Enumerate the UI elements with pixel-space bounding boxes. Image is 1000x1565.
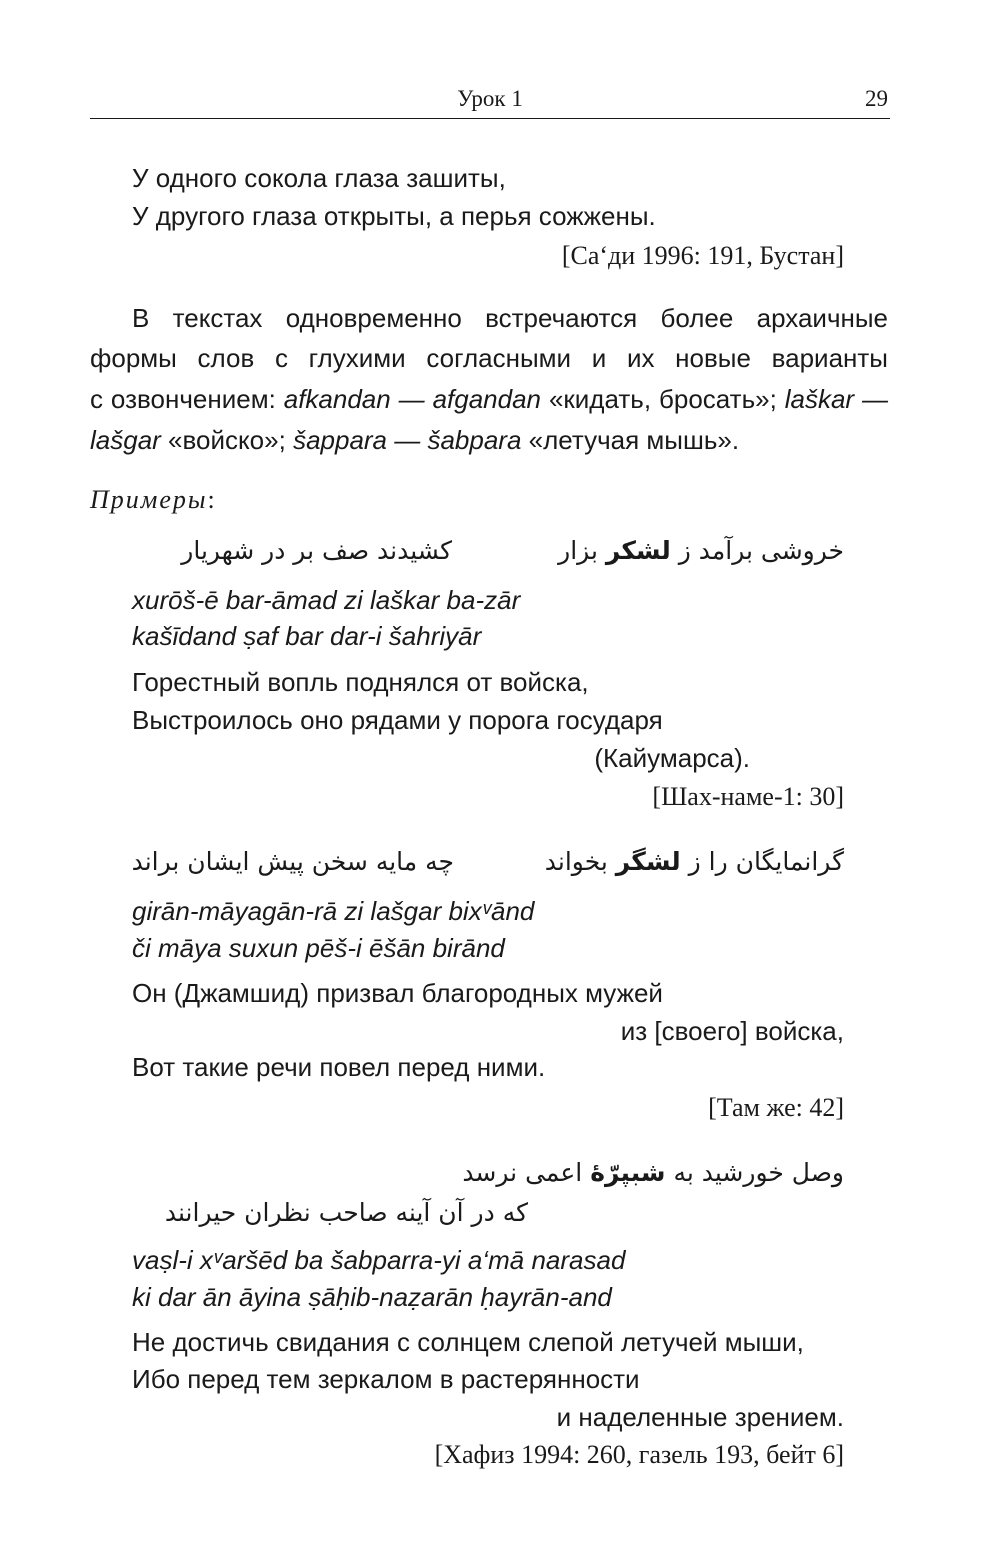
paragraph-line: формы слов с глухими согласными и их новые варианты	[90, 343, 888, 373]
transliteration-line: ki dar ān āyina ṣāḥib-naẓarān ḥayrān-and	[132, 1282, 612, 1312]
translation-line: Ибо перед тем зеркалом в растерянности	[132, 1364, 640, 1394]
page-number: 29	[865, 86, 888, 111]
translation-line: Не достичь свидания с солнцем слепой летучей мыши,	[132, 1327, 804, 1357]
persian-hemistich: گرانمایگان را ز لشگر بخواند	[544, 847, 844, 876]
citation: [Хафиз 1994: 260, газель 193, бейт 6]	[434, 1440, 844, 1469]
persian-hemistich: که در آن آینه صاحب نظران حیرانند	[164, 1198, 528, 1227]
transliteration-line: vaṣl-i xᵛaršēd ba šabparra-yi a‘mā narasad	[132, 1245, 626, 1275]
transliteration-line: kašīdand ṣaf bar dar-i šahriyār	[132, 621, 482, 651]
term: šappara — šabpara	[293, 425, 522, 455]
translation-line: (Кайумарса).	[594, 743, 750, 773]
examples-label: Примеры:	[90, 485, 215, 514]
translation-line: Выстроилось оно рядами у порога государя	[132, 705, 663, 735]
translation-line: Горестный вопль поднялся от войска,	[132, 667, 589, 697]
transliteration-line: girān-māyagān-rā zi lašgar bixᵛānd	[132, 896, 535, 926]
transliteration-line: či māya suxun pēš-i ēšān birānd	[132, 933, 505, 963]
verse-line: У другого глаза открыты, а перья сожжены.	[132, 201, 656, 231]
paragraph-line: с озвончением: afkandan — afgandan «кидать, бросать»; laškar —	[90, 384, 889, 414]
transliteration-line: xurōš-ē bar-āmad zi laškar ba-zār	[132, 585, 521, 615]
persian-hemistich: وصل خورشید به شبپرّهٔ اعمی نرسد	[462, 1158, 844, 1187]
running-title: Урок 1	[457, 86, 523, 111]
citation: [Там же: 42]	[708, 1093, 844, 1122]
term: laškar —	[784, 384, 889, 414]
translation-line: Он (Джамшид) призвал благородных мужей	[132, 978, 663, 1008]
page-header	[90, 84, 890, 119]
translation-line: и наделенные зрением.	[556, 1402, 844, 1432]
citation: [Шах-наме-1: 30]	[652, 782, 844, 811]
citation: [Са‘ди 1996: 191, Бустан]	[561, 241, 844, 270]
translation-line: Вот такие речи повел перед ними.	[132, 1052, 546, 1082]
persian-hemistich: کشیدند صف بر در شهریار	[181, 536, 452, 565]
term: lašgar	[90, 425, 161, 455]
term: afkandan — afgandan	[283, 384, 542, 414]
translation-line: из [своего] войска,	[620, 1016, 844, 1046]
paragraph-line: В текстах одновременно встречаются более архаичные	[132, 303, 888, 333]
persian-hemistich: چه مایه سخن پیش ایشان براند	[131, 847, 454, 876]
verse-line: У одного сокола глаза зашиты,	[132, 163, 506, 193]
paragraph-line: lašgar «войско»; šappara — šabpara «летучая мышь».	[90, 425, 740, 455]
persian-hemistich: خروشی برآمد ز لشکر بزار	[558, 536, 844, 565]
